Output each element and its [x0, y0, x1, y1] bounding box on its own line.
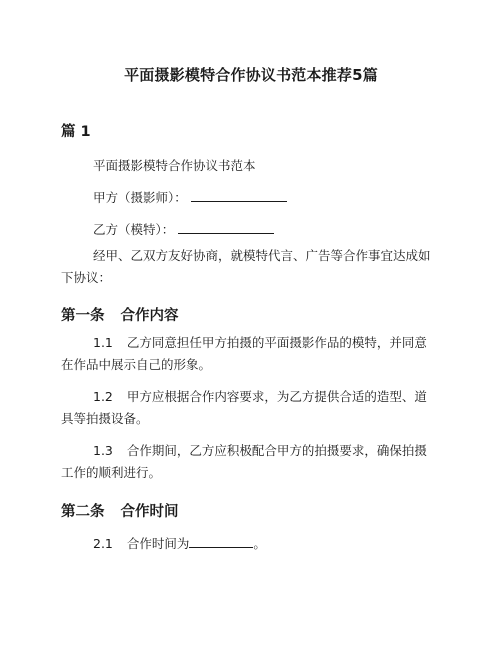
document-subtitle: 平面摄影模特合作协议书范本 [93, 158, 256, 173]
document-title: 平面摄影模特合作协议书范本推荐5篇 [124, 66, 378, 84]
chapter-heading: 篇 1 [61, 124, 91, 140]
clause-2-1 [93, 534, 266, 552]
clause-text: 乙方同意担任甲方拍摄的平面摄影作品的模特，并同意在作品中展示自己的形象。 [61, 335, 427, 372]
clause-number: 1.3 [93, 443, 113, 458]
clause-text: 合作时间为 [126, 536, 190, 551]
article-1-number: 第一条 [61, 308, 105, 324]
clause-1-2 [61, 386, 433, 430]
clause-1-1 [61, 332, 433, 376]
clause-text: 合作期间，乙方应积极配合甲方的拍摄要求，确保拍摄工作的顺利进行。 [61, 443, 427, 480]
party-b-label: 乙方（模特）： [93, 222, 175, 237]
party-a-label: 甲方（摄影师）： [93, 190, 187, 205]
article-2-heading [61, 500, 179, 521]
article-1-heading [61, 304, 179, 325]
party-b-blank [178, 221, 274, 234]
clause-number: 1.2 [93, 389, 113, 404]
party-a-line [93, 188, 287, 206]
clause-suffix: 。 [253, 536, 266, 551]
article-2-number: 第二条 [61, 504, 105, 520]
clause-number: 1.1 [93, 335, 113, 350]
party-b-line [93, 220, 274, 238]
clause-number: 2.1 [93, 536, 113, 551]
party-a-blank [191, 189, 287, 202]
clause-text: 甲方应根据合作内容要求，为乙方提供合适的造型、道具等拍摄设备。 [61, 389, 427, 426]
article-2-title: 合作时间 [120, 504, 179, 520]
clause-1-3 [61, 440, 433, 484]
article-1-title: 合作内容 [120, 308, 179, 324]
clause-2-1-blank [189, 535, 253, 548]
intro-paragraph: 经甲、乙双方友好协商，就模特代言、广告等合作事宜达成如下协议： [61, 248, 431, 285]
